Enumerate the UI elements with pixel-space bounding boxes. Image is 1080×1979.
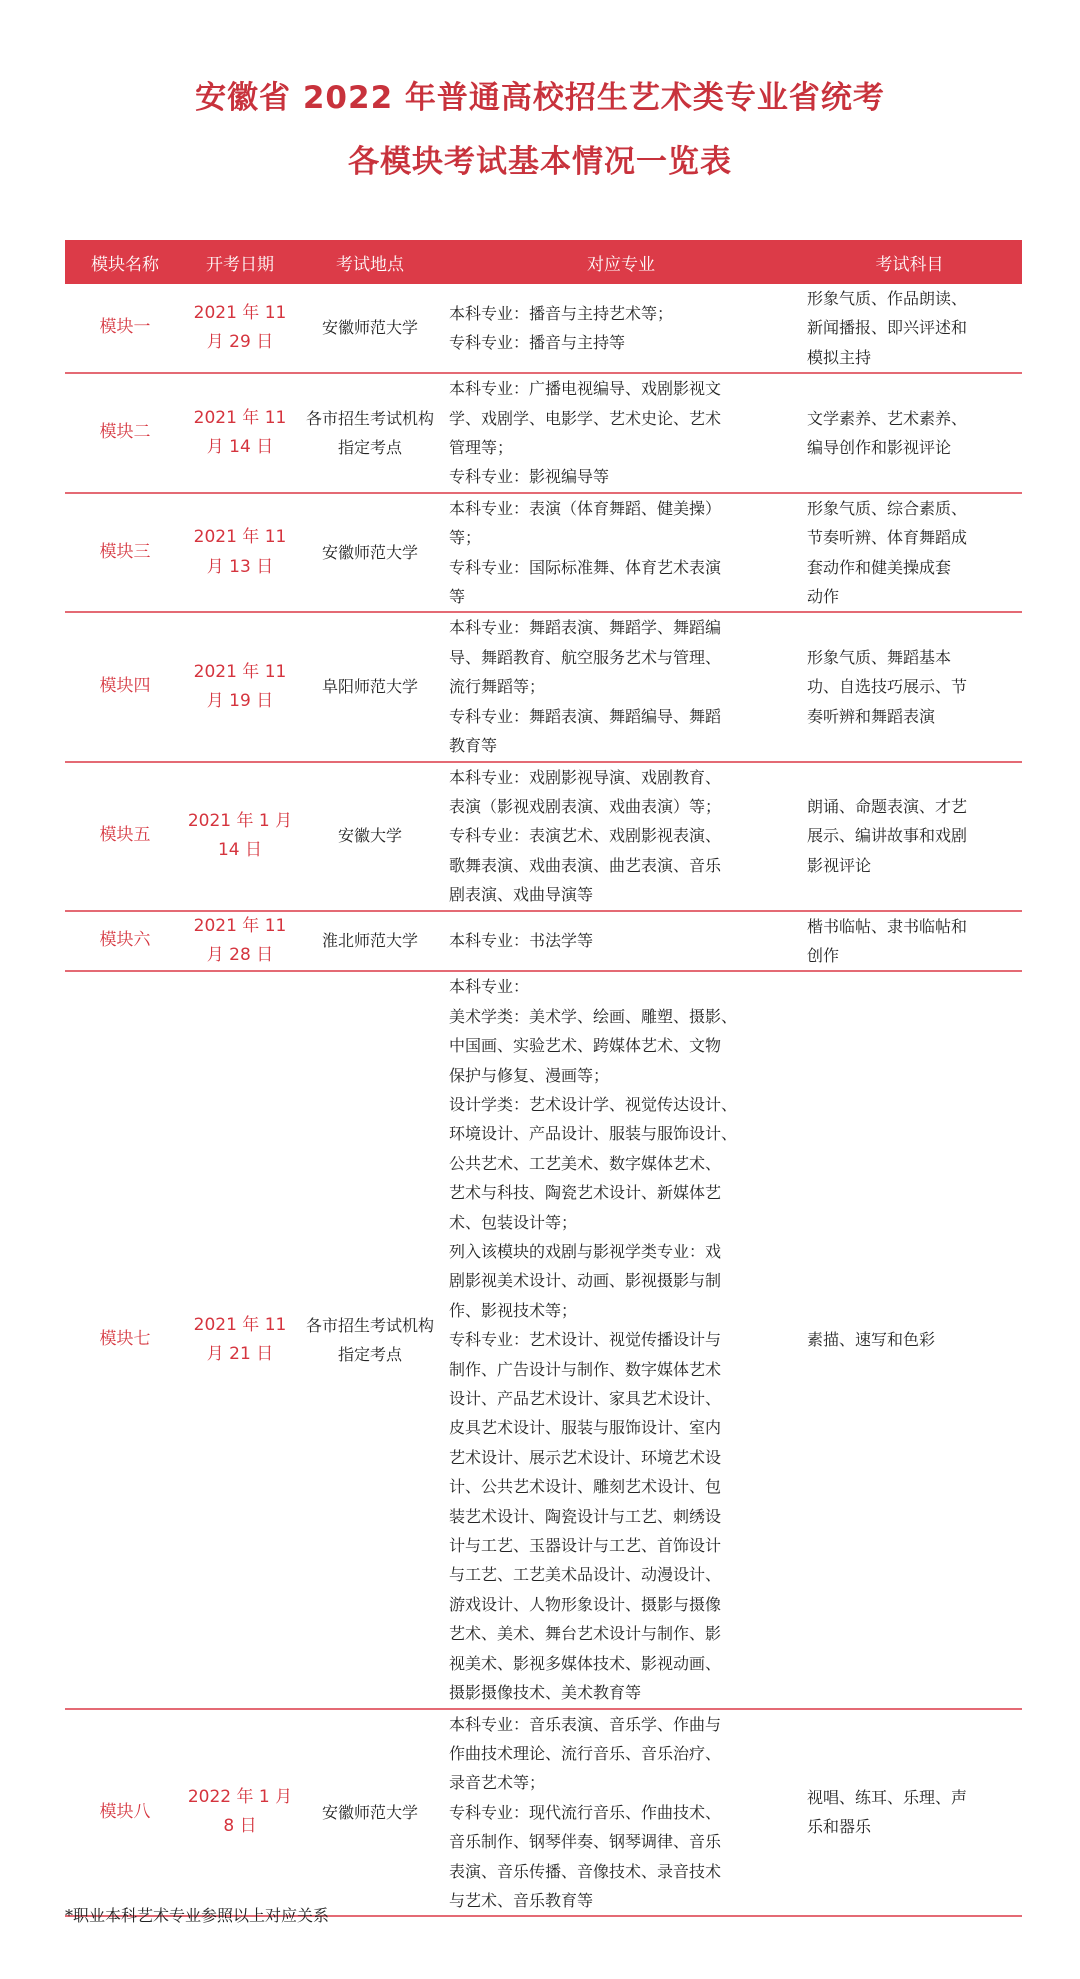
subject-line: 模拟主持 <box>807 347 872 367</box>
major-line: 视美术、影视多媒体技术、影视动画、 <box>449 1653 722 1673</box>
major-line: 摄影摄像技术、美术教育等 <box>449 1683 642 1703</box>
major-line: 作、影视技术等； <box>449 1300 578 1320</box>
exam-location-cell <box>295 762 445 911</box>
exam-date-cell: 2021 年 11 月 28 日 <box>185 911 295 972</box>
subjects-cell <box>797 612 1022 761</box>
exam-location-cell <box>295 284 445 373</box>
major-line: 表演、音乐传播、音像技术、录音技术 <box>449 1861 722 1881</box>
table-header-row <box>65 240 1022 284</box>
major-line: 术、包装设计等； <box>449 1212 578 1232</box>
subjects-cell <box>797 762 1022 911</box>
major-line: 本科专业：戏剧影视导演、戏剧教育、 <box>449 767 722 787</box>
major-line: 本科专业：书法学等 <box>449 931 594 951</box>
subject-line: 视唱、练耳、乐理、声 <box>807 1788 968 1808</box>
table-row <box>65 762 1022 911</box>
header-module: 模块名称 <box>65 240 185 284</box>
major-line: 剧表演、戏曲导演等 <box>449 885 594 905</box>
major-line: 与艺术、音乐教育等 <box>449 1890 594 1910</box>
exam-date-cell: 2021 年 11 月 14 日 <box>185 373 295 493</box>
majors-cell <box>445 373 797 493</box>
page-title: 安徽省 2022 年普通高校招生艺术类专业省统考 <box>195 80 885 116</box>
subject-line: 节奏听辨、体育舞蹈成 <box>807 528 968 548</box>
exam-location-cell <box>295 373 445 493</box>
subject-line: 形象气质、舞蹈基本 <box>807 647 952 667</box>
subject-line: 套动作和健美操成套 <box>807 557 952 577</box>
location-line: 淮北师范大学 <box>321 931 418 951</box>
majors-cell <box>445 911 797 972</box>
major-line: 装艺术设计、陶瓷设计与工艺、刺绣设 <box>449 1506 722 1526</box>
majors-cell <box>445 971 797 1708</box>
major-line: 本科专业：广播电视编导、戏剧影视文 <box>449 379 722 399</box>
subject-line: 形象气质、作品朗读、 <box>807 289 968 308</box>
major-line: 专科专业：现代流行音乐、作曲技术、 <box>449 1802 722 1822</box>
table-body <box>65 284 1022 1916</box>
table-row <box>65 911 1022 972</box>
table-row <box>65 1709 1022 1917</box>
majors-cell <box>445 612 797 761</box>
table-row <box>65 612 1022 761</box>
major-line: 本科专业：音乐表演、音乐学、作曲与 <box>449 1714 722 1734</box>
subjects-cell <box>797 373 1022 493</box>
exam-date-cell: 2021 年 1 月 14 日 <box>185 762 295 911</box>
major-line: 导、舞蹈教育、航空服务艺术与管理、 <box>449 647 722 667</box>
major-line: 本科专业：舞蹈表演、舞蹈学、舞蹈编 <box>449 618 722 638</box>
exam-date-cell: 2021 年 11 月 19 日 <box>185 612 295 761</box>
location-line: 指定考点 <box>337 438 402 458</box>
majors-cell <box>445 284 797 373</box>
subject-line: 展示、编讲故事和戏剧 <box>807 826 968 846</box>
module-name-cell: 模块五 <box>65 762 185 911</box>
location-line: 阜阳师范大学 <box>321 677 418 697</box>
subject-line: 编导创作和影视评论 <box>807 438 952 458</box>
location-line: 安徽师范大学 <box>321 318 418 338</box>
major-line: 剧影视美术设计、动画、影视摄影与制 <box>449 1271 722 1291</box>
major-line: 录音艺术等； <box>449 1773 546 1793</box>
major-line: 学、戏剧学、电影学、艺术史论、艺术 <box>449 408 722 428</box>
table-row <box>65 493 1022 613</box>
module-name-cell: 模块四 <box>65 612 185 761</box>
exam-location-cell <box>295 971 445 1708</box>
table-row <box>65 373 1022 493</box>
major-line: 计、公共艺术设计、雕刻艺术设计、包 <box>449 1477 722 1497</box>
major-line: 列入该模块的戏剧与影视学类专业：戏 <box>449 1242 722 1261</box>
major-line: 表演（影视戏剧表演、戏曲表演）等； <box>449 796 722 816</box>
majors-cell <box>445 493 797 613</box>
major-line: 专科专业：艺术设计、视觉传播设计与 <box>449 1330 722 1350</box>
table-row <box>65 971 1022 1708</box>
subject-line: 乐和器乐 <box>807 1817 872 1837</box>
major-line: 艺术、美术、舞台艺术设计与制作、影 <box>449 1624 722 1644</box>
page-subtitle: 各模块考试基本情况一览表 <box>348 144 732 180</box>
major-line: 中国画、实验艺术、跨媒体艺术、文物 <box>449 1036 722 1056</box>
exam-location-cell <box>295 493 445 613</box>
subject-line: 动作 <box>807 587 840 607</box>
exam-table <box>65 240 1022 1917</box>
major-line: 本科专业： <box>449 977 530 997</box>
location-line: 安徽师范大学 <box>321 542 418 562</box>
major-line: 皮具艺术设计、服装与服饰设计、室内 <box>449 1418 722 1438</box>
major-line: 艺术设计、展示艺术设计、环境艺术设 <box>449 1447 722 1467</box>
majors-cell <box>445 1709 797 1917</box>
major-line: 歌舞表演、戏曲表演、曲艺表演、音乐 <box>449 855 722 875</box>
major-line: 音乐制作、钢琴伴奏、钢琴调律、音乐 <box>449 1832 722 1852</box>
major-line: 教育等 <box>449 736 498 756</box>
major-line: 游戏设计、人物形象设计、摄影与摄像 <box>449 1594 722 1614</box>
major-line: 专科专业：播音与主持等 <box>449 333 626 353</box>
subjects-cell <box>797 284 1022 373</box>
exam-location-cell <box>295 911 445 972</box>
subjects-cell <box>797 1709 1022 1917</box>
major-line: 艺术与科技、陶瓷艺术设计、新媒体艺 <box>449 1183 722 1203</box>
major-line: 专科专业：影视编导等 <box>449 467 610 487</box>
exam-date-cell: 2022 年 1 月 8 日 <box>185 1709 295 1917</box>
subject-line: 朗诵、命题表演、才艺 <box>807 796 968 816</box>
subject-line: 形象气质、综合素质、 <box>807 498 968 518</box>
major-line: 公共艺术、工艺美术、数字媒体艺术、 <box>449 1153 722 1173</box>
subject-line: 楷书临帖、隶书临帖和 <box>807 916 968 936</box>
major-line: 美术学类：美术学、绘画、雕塑、摄影、 <box>449 1006 738 1026</box>
major-line: 专科专业：舞蹈表演、舞蹈编导、舞蹈 <box>449 706 722 726</box>
major-line: 作曲技术理论、流行音乐、音乐治疗、 <box>449 1743 722 1763</box>
subject-line: 创作 <box>807 945 840 965</box>
module-name-cell: 模块一 <box>65 284 185 373</box>
subject-line: 新闻播报、即兴评述和 <box>807 318 968 338</box>
major-line: 保护与修复、漫画等； <box>449 1065 610 1085</box>
module-name-cell: 模块三 <box>65 493 185 613</box>
exam-date-cell: 2021 年 11 月 29 日 <box>185 284 295 373</box>
exam-date-cell: 2021 年 11 月 21 日 <box>185 971 295 1708</box>
major-line: 计与工艺、玉器设计与工艺、首饰设计 <box>449 1536 722 1556</box>
location-line: 安徽师范大学 <box>321 1802 418 1822</box>
subjects-cell <box>797 911 1022 972</box>
table-row <box>65 284 1022 373</box>
major-line: 等 <box>449 587 466 607</box>
location-line: 各市招生考试机构 <box>305 408 434 428</box>
subjects-cell <box>797 971 1022 1708</box>
major-line: 设计学类：艺术设计学、视觉传达设计、 <box>449 1094 738 1114</box>
header-subjects: 考试科目 <box>797 240 1022 284</box>
majors-cell <box>445 762 797 911</box>
exam-location-cell <box>295 1709 445 1917</box>
subject-line: 文学素养、艺术素养、 <box>807 408 968 428</box>
major-line: 与工艺、工艺美术品设计、动漫设计、 <box>449 1565 722 1585</box>
exam-date-cell: 2021 年 11 月 13 日 <box>185 493 295 613</box>
location-line: 指定考点 <box>337 1344 402 1364</box>
header-date: 开考日期 <box>185 240 295 284</box>
major-line: 等； <box>449 528 482 548</box>
major-line: 管理等； <box>449 438 514 458</box>
major-line: 流行舞蹈等； <box>449 677 546 697</box>
major-line: 设计、产品艺术设计、家具艺术设计、 <box>449 1389 722 1409</box>
module-name-cell: 模块八 <box>65 1709 185 1917</box>
module-name-cell: 模块二 <box>65 373 185 493</box>
subject-line: 奏听辨和舞蹈表演 <box>807 706 936 726</box>
major-line: 制作、广告设计与制作、数字媒体艺术 <box>449 1359 722 1379</box>
subject-line: 功、自选技巧展示、节 <box>807 677 968 697</box>
module-name-cell: 模块六 <box>65 911 185 972</box>
footnote: *职业本科艺术专业参照以上对应关系 <box>65 1906 330 1925</box>
subjects-cell <box>797 493 1022 613</box>
module-name-cell: 模块七 <box>65 971 185 1708</box>
subject-line: 素描、速写和色彩 <box>807 1330 936 1350</box>
subject-line: 影视评论 <box>807 855 872 875</box>
location-line: 各市招生考试机构 <box>305 1315 434 1335</box>
major-line: 环境设计、产品设计、服装与服饰设计、 <box>449 1124 738 1144</box>
major-line: 专科专业：表演艺术、戏剧影视表演、 <box>449 826 722 846</box>
major-line: 本科专业：播音与主持艺术等； <box>449 303 674 323</box>
header-location: 考试地点 <box>295 240 445 284</box>
exam-location-cell <box>295 612 445 761</box>
major-line: 专科专业：国际标准舞、体育艺术表演 <box>449 557 722 577</box>
major-line: 本科专业：表演（体育舞蹈、健美操） <box>449 498 722 518</box>
header-majors: 对应专业 <box>445 240 797 284</box>
location-line: 安徽大学 <box>337 826 402 846</box>
